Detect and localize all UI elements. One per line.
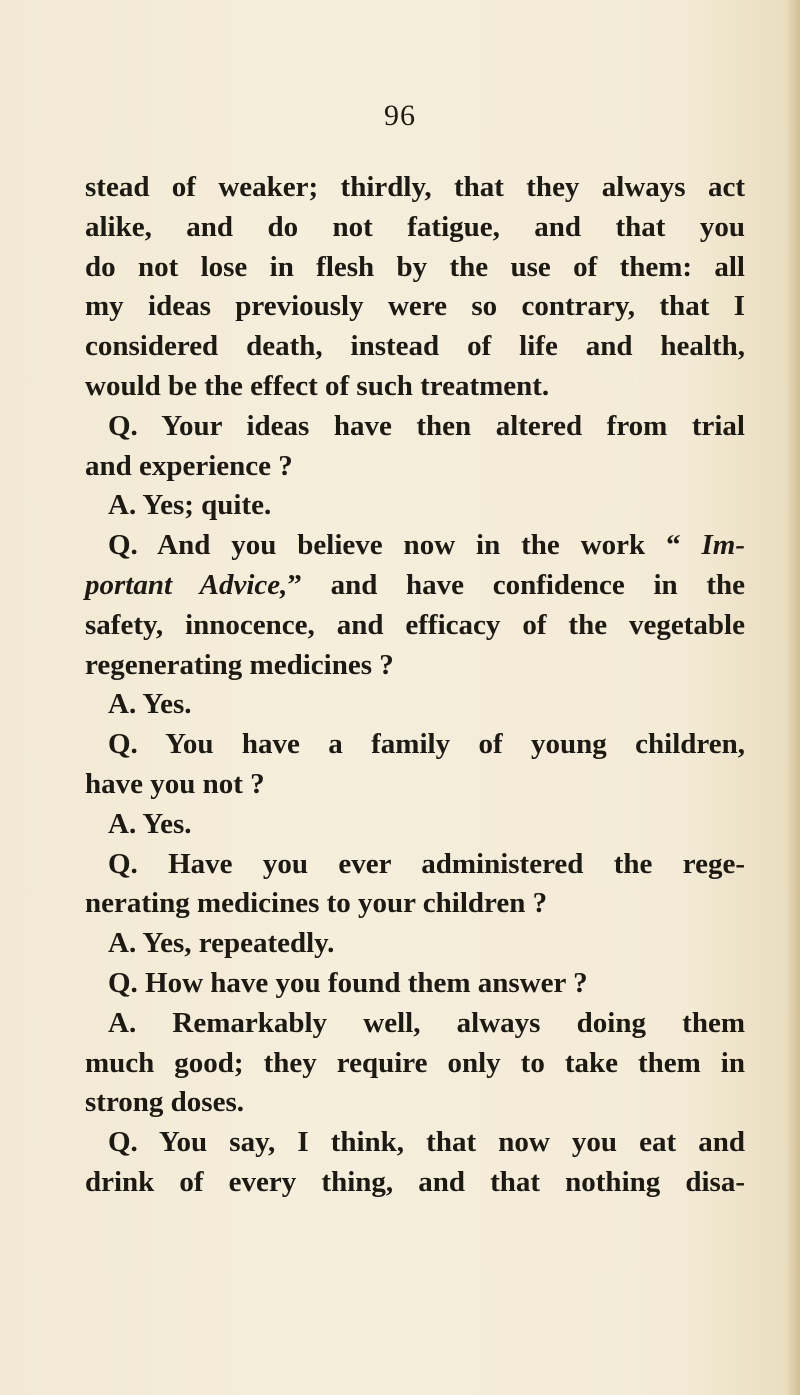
text-line: alike, and do not fatigue, and that you <box>85 210 745 243</box>
text-line: A. Yes. <box>108 807 192 840</box>
text-line: considered death, instead of life and health, <box>85 330 745 363</box>
text-line: portant Advice,” and have confidence in the <box>85 568 746 601</box>
text-line: Q. You have a family of young children, <box>108 728 745 761</box>
body-text <box>85 168 745 1203</box>
text-line: Q. Your ideas have then altered from trial <box>108 409 745 442</box>
text-line: A. Remarkably well, always doing them <box>108 1006 745 1039</box>
text-line: nerating medicines to your children ? <box>85 887 548 920</box>
text-line: strong doses. <box>85 1086 244 1119</box>
text-line: and experience ? <box>85 449 293 482</box>
text-line: have you not ? <box>85 767 265 800</box>
text-line: A. Yes, repeatedly. <box>108 927 335 960</box>
text-line: much good; they require only to take them in <box>85 1046 745 1079</box>
text-line: regenerating medicines ? <box>85 648 394 681</box>
text-line: Q. You say, I think, that now you eat and <box>108 1126 745 1159</box>
text-line: Q. And you believe now in the work “ Im- <box>108 529 745 562</box>
text-line: drink of every thing, and that nothing disa- <box>85 1165 745 1198</box>
text-line: A. Yes. <box>108 688 192 721</box>
page-edge-shadow <box>786 0 800 1395</box>
page-number: 96 <box>384 99 416 132</box>
text-line: A. Yes; quite. <box>108 489 272 522</box>
text-line: stead of weaker; thirdly, that they always act <box>85 171 745 203</box>
text-line: Q. Have you ever administered the rege- <box>108 847 745 880</box>
text-line: my ideas previously were so contrary, that I <box>85 290 745 323</box>
text-line: would be the effect of such treatment. <box>85 369 550 402</box>
text-line: safety, innocence, and efficacy of the vegetable <box>85 608 745 641</box>
text-line: do not lose in flesh by the use of them: all <box>85 250 745 283</box>
text-line: Q. How have you found them answer ? <box>108 966 588 999</box>
